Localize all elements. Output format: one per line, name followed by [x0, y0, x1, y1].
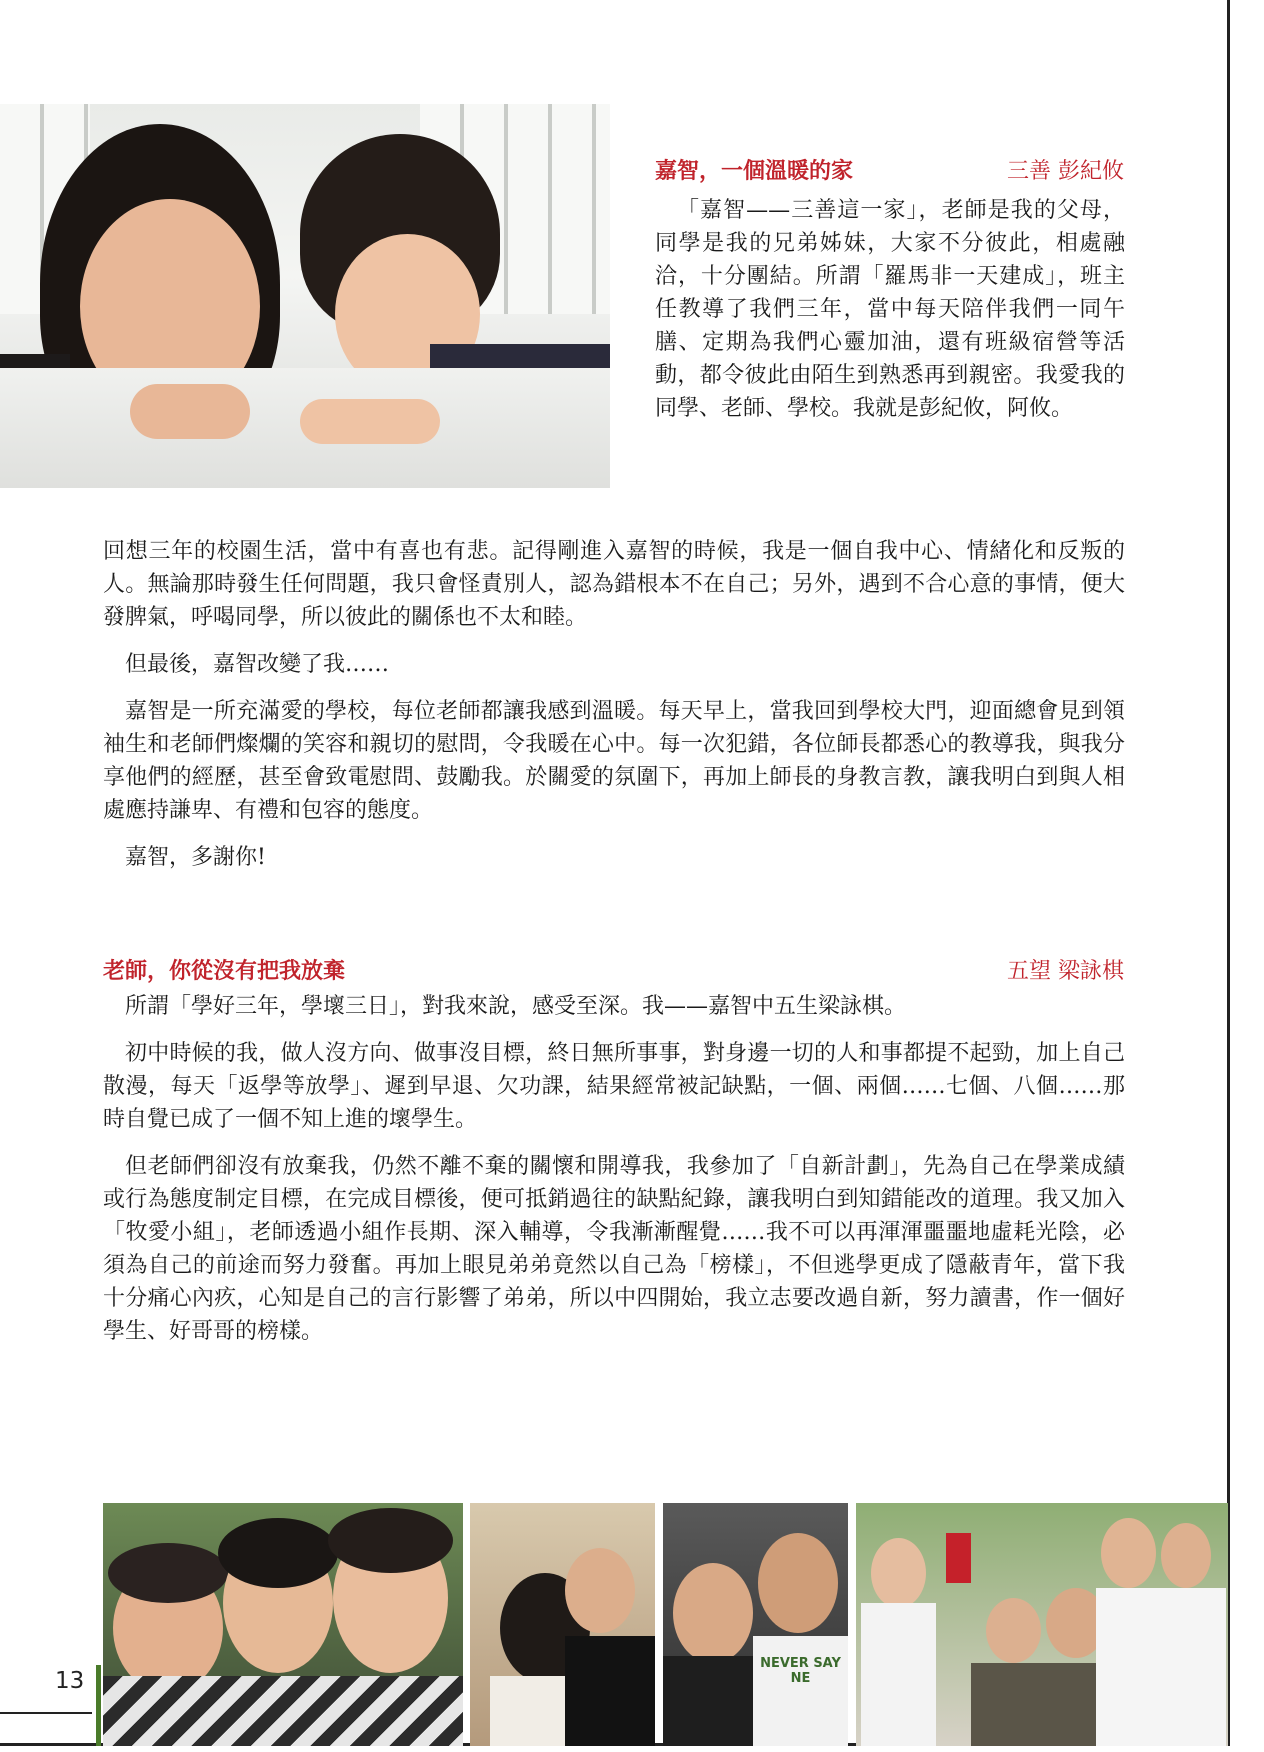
girl-uniform: [861, 1603, 936, 1746]
photo-group-visit: [856, 1503, 1228, 1746]
photo-teacher-student: [470, 1503, 655, 1746]
article1-intro-block: [655, 194, 1125, 425]
green-accent-bar: [96, 1665, 101, 1746]
hands-left: [130, 384, 250, 439]
article2-paragraph-1: 所謂「學好三年，學壞三日」，對我來說，感受至深。我——嘉智中五生梁詠棋。: [125, 994, 907, 1019]
article1-title: 嘉智，一個溫暖的家: [655, 159, 854, 184]
photo-two-girls: [0, 104, 610, 488]
person-man: [758, 1533, 838, 1633]
article1-paragraph-2: 但最後，嘉智改變了我……: [125, 652, 390, 677]
person-boy: [673, 1563, 753, 1663]
photo-two-boys: [663, 1503, 848, 1746]
page-number-rule: [0, 1712, 92, 1714]
shirt-text: NEVER SAY NE: [753, 1636, 848, 1746]
student-vest: [565, 1636, 655, 1746]
article2-paragraph-2: 初中時候的我，做人沒方向、做事沒目標，終日無所事事，對身邊一切的人和事都提不起勁，加上自己散漫，每天「返學等放學」、遲到早退、欠功課，結果經常被記缺點，一個、兩個……七個、八個……那時自覺已成了一個不知上進的壞學生。: [103, 1041, 1125, 1132]
person-boy-1: [1101, 1518, 1156, 1588]
hands-right: [300, 399, 440, 444]
hair-woman: [218, 1518, 338, 1588]
article2-paragraph-3: 但老師們卻沒有放棄我，仍然不離不棄的關懷和開導我，我參加了「自新計劃」，先為自己在學業成績或行為態度制定目標，在完成目標後，便可抵銷過往的缺點紀錄，讓我明白到知錯能改的道理。我又加入「牧愛小組」，老師透過小組作長期、深入輔導，令我漸漸醒覺……我不可以再渾渾噩噩地虛耗光陰，必須為自己的前途而努力發奮。再加上眼見弟弟竟然以自己為「榜樣」，不但逃學更成了隱蔽青年，當下我十分痛心內疚，心知是自己的言行影響了弟弟，所以中四開始，我立志要改過自新，努力讀書，作一個好學生、好哥哥的榜樣。: [103, 1154, 1125, 1344]
teacher-shirt: [490, 1676, 570, 1746]
boy-shirt: [663, 1656, 753, 1746]
clothing: [103, 1676, 463, 1746]
red-banner: [946, 1533, 971, 1583]
article2-body: [103, 990, 1125, 1362]
photo-three-people: [103, 1503, 463, 1746]
article1-paragraph-1: 回想三年的校園生活，當中有喜也有悲。記得剛進入嘉智的時候，我是一個自我中心、情緒化和反叛的人。無論那時發生任何問題，我只會怪責別人，認為錯根本不在自己；另外，遇到不合心意的事情，便大發脾氣，呼喝同學，所以彼此的關係也不太和睦。: [103, 539, 1125, 630]
person-boy-2: [1161, 1523, 1211, 1588]
page-number: 13: [55, 1668, 85, 1694]
article1-author: 三善 彭紀攸: [1007, 159, 1124, 184]
person-student: [565, 1548, 635, 1633]
article1-intro: 「嘉智——三善這一家」，老師是我的父母，同學是我的兄弟姊妹，大家不分彼此，相處融洽，十分團結。所謂「羅馬非一天建成」，班主任教導了我們三年，當中每天陪伴我們一同午膳、定期為我們心靈加油，還有班級宿營等活動，都令彼此由陌生到熟悉再到親密。我愛我的同學、老師、學校。我就是彭紀攸，阿攸。: [655, 198, 1125, 421]
article2-title: 老師，你從沒有把我放棄: [103, 959, 346, 984]
boys-shirts: [1096, 1588, 1226, 1746]
person-elder-1: [986, 1598, 1041, 1663]
article2-author: 五望 梁詠棋: [1007, 959, 1124, 984]
hair-boy-right: [328, 1508, 453, 1573]
article1-body: [103, 535, 1125, 888]
hair-boy-left: [108, 1543, 228, 1603]
article1-paragraph-4: 嘉智，多謝你!: [125, 845, 266, 870]
person-girl: [871, 1538, 926, 1608]
article1-paragraph-3: 嘉智是一所充滿愛的學校，每位老師都讓我感到溫暖。每天早上，當我回到學校大門，迎面總會見到領袖生和老師們燦爛的笑容和親切的慰問，令我暖在心中。每一次犯錯，各位師長都悉心的教導我，與我分享他們的經歷，甚至會致電慰問、鼓勵我。於關愛的氛圍下，再加上師長的身教言教，讓我明白到與人相處應持謙卑、有禮和包容的態度。: [103, 699, 1125, 823]
